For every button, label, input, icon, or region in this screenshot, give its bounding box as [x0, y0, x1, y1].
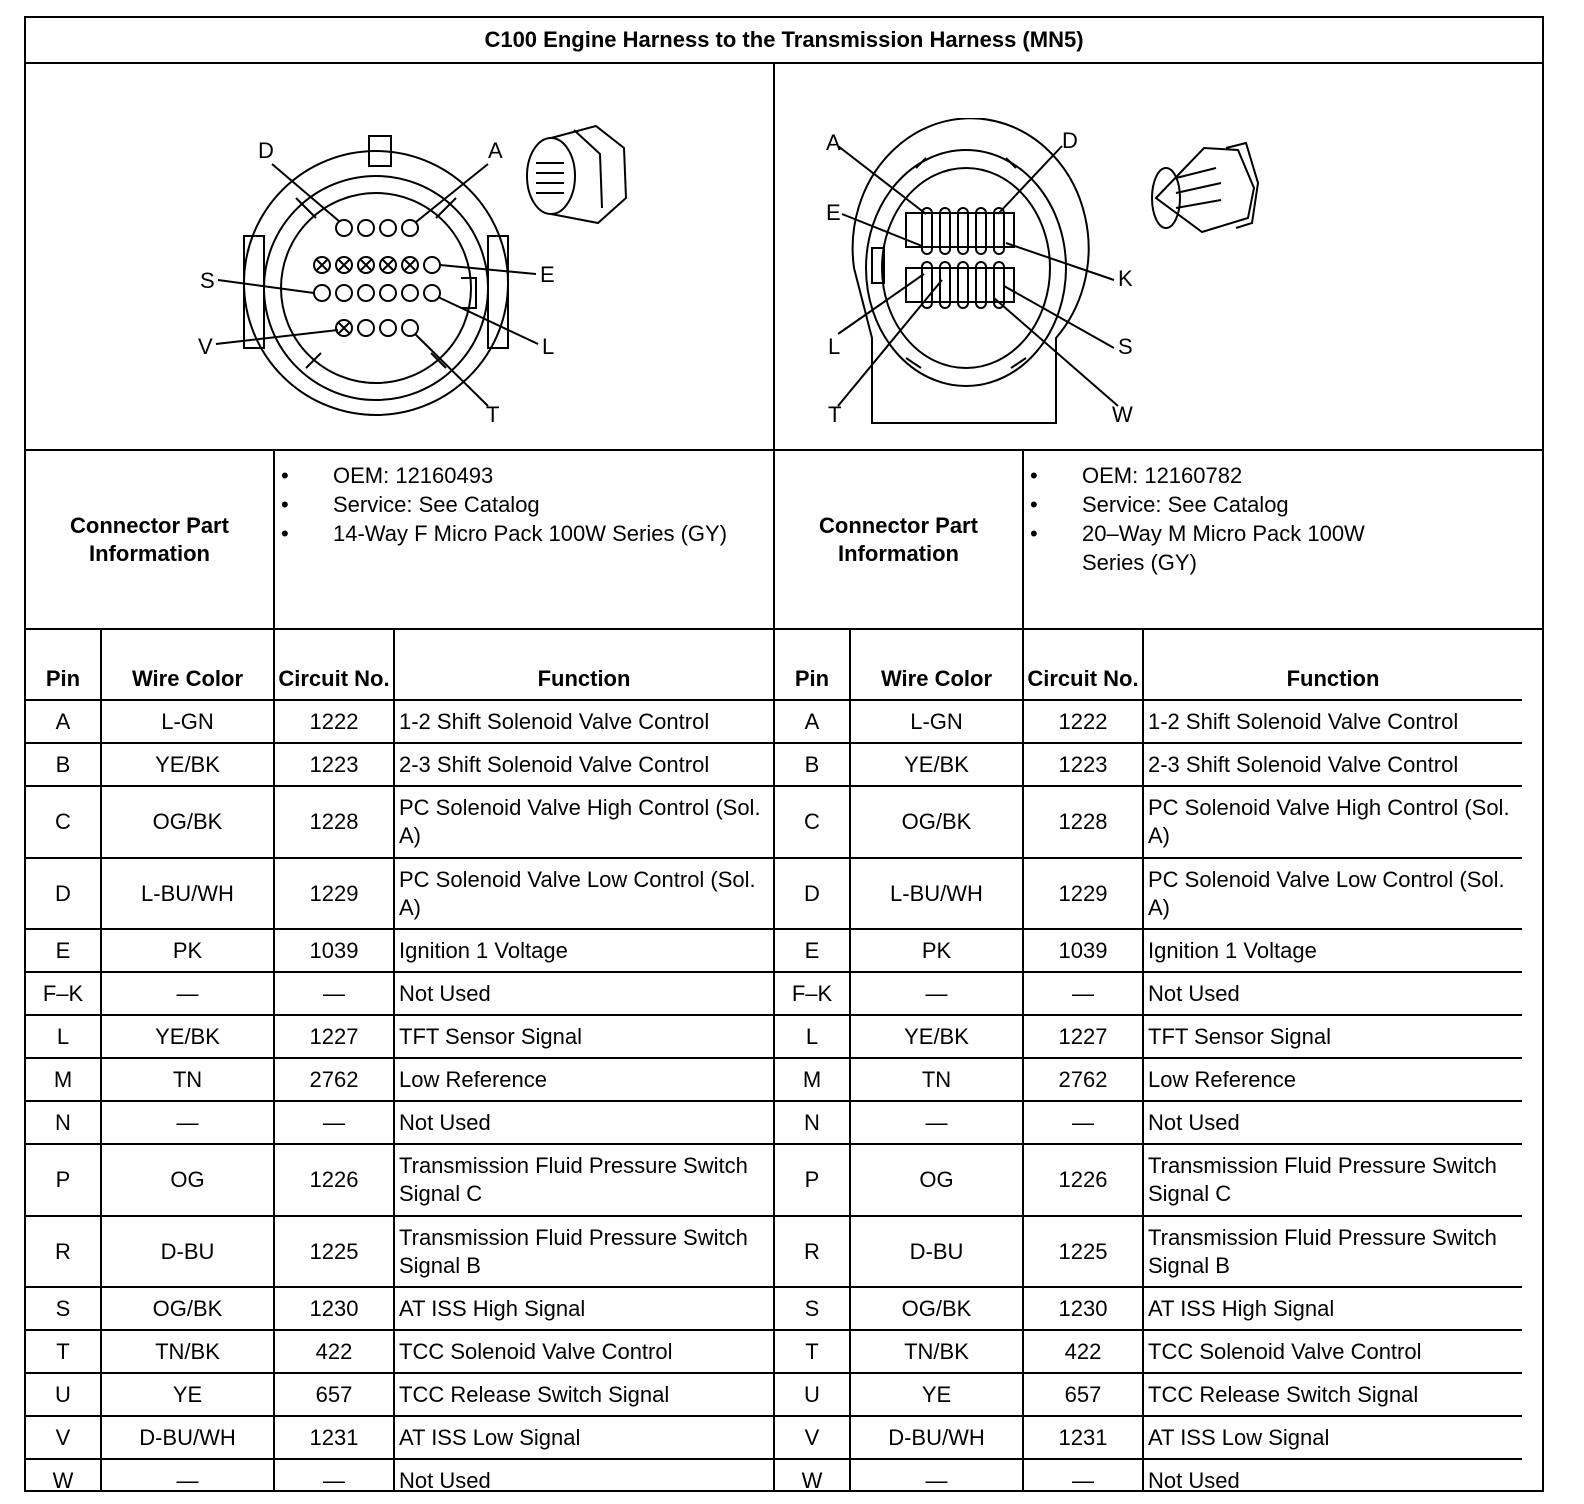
connector-info-item: • 20–Way M Micro Pack 100W Series (GY): [1024, 519, 1404, 577]
circuit-cell: 1229: [309, 880, 359, 906]
wire-color-cell: TN/BK: [904, 1338, 969, 1364]
pin-cell: T: [805, 1338, 819, 1364]
pin-label-right-d: D: [1062, 128, 1078, 153]
wire-color-cell: OG/BK: [901, 1295, 972, 1321]
wire-color-cell: YE: [172, 1381, 203, 1407]
connector-info-item: • Service: See Catalog: [1024, 490, 1404, 519]
pin-cell: S: [55, 1295, 71, 1321]
function-cell: PC Solenoid Valve Low Control (Sol. A): [1148, 866, 1505, 920]
wire-color-cell: TN: [921, 1066, 952, 1092]
function-cell: PC Solenoid Valve High Control (Sol. A): [1148, 795, 1510, 848]
wire-color-cell: OG: [170, 1167, 205, 1192]
circuit-cell: —: [1072, 980, 1094, 1006]
pin-label-right-e: E: [826, 200, 841, 225]
function-cell: TCC Solenoid Valve Control: [1148, 1338, 1422, 1364]
function-cell: TCC Solenoid Valve Control: [399, 1338, 673, 1364]
circuit-cell: —: [323, 1109, 345, 1135]
wire-color-cell: TN/BK: [155, 1338, 220, 1364]
pin-cell: R: [55, 1238, 71, 1264]
function-cell: TFT Sensor Signal: [1148, 1023, 1332, 1049]
circuit-cell: 1223: [1058, 751, 1108, 777]
function-cell: PC Solenoid Valve High Control (Sol. A): [399, 795, 761, 848]
wire-color-cell: YE/BK: [155, 1023, 220, 1049]
function-cell: Transmission Fluid Pressure Switch Signal B: [399, 1224, 748, 1278]
connector-part-info-list: [275, 461, 771, 548]
pin-cell: N: [804, 1109, 820, 1135]
function-cell: Ignition 1 Voltage: [1148, 937, 1317, 963]
function-cell: Not Used: [1148, 1109, 1240, 1135]
circuit-cell: 422: [315, 1338, 353, 1364]
wire-color-cell: D-BU/WH: [139, 1424, 236, 1450]
circuit-cell: 1231: [1058, 1424, 1108, 1450]
wire-color-cell: —: [925, 1109, 948, 1135]
circuit-cell: —: [1072, 1109, 1094, 1135]
pin-label-left-t: T: [486, 402, 500, 427]
function-cell: Transmission Fluid Pressure Switch Signal B: [1148, 1224, 1497, 1278]
circuit-cell: 1231: [309, 1424, 359, 1450]
circuit-cell: —: [1072, 1467, 1094, 1493]
wire-color-cell: D-BU: [160, 1238, 215, 1264]
function-cell: Transmission Fluid Pressure Switch Signal C: [399, 1153, 748, 1206]
function-cell: PC Solenoid Valve Low Control (Sol. A): [399, 866, 756, 920]
connector-diagram-left: [176, 118, 696, 448]
divider: [26, 62, 1542, 64]
pin-label-right-l: L: [828, 334, 841, 359]
circuit-cell: 1229: [1058, 880, 1108, 906]
circuit-cell: 657: [1064, 1381, 1102, 1407]
wire-color-cell: D-BU: [909, 1238, 964, 1264]
page-title: C100 Engine Harness to the Transmission Harness (MN5): [484, 27, 1084, 52]
pin-cell: B: [804, 751, 820, 777]
function-cell: AT ISS High Signal: [399, 1295, 586, 1321]
pin-cell: A: [55, 708, 71, 734]
wire-color-cell: L-BU/WH: [141, 880, 234, 906]
wire-color-cell: L-BU/WH: [890, 880, 983, 906]
wire-color-cell: OG/BK: [152, 1295, 223, 1321]
column-header-function: Function: [1286, 666, 1380, 691]
pin-cell: M: [802, 1066, 822, 1092]
pin-cell: C: [804, 809, 820, 834]
column-header-pin: Pin: [794, 666, 830, 691]
wire-color-cell: YE/BK: [155, 751, 220, 777]
function-cell: 1-2 Shift Solenoid Valve Control: [1148, 708, 1459, 734]
function-cell: TFT Sensor Signal: [399, 1023, 583, 1049]
circuit-cell: 1039: [1058, 937, 1108, 963]
function-cell: Not Used: [1148, 980, 1240, 1006]
pin-cell: F–K: [42, 980, 84, 1006]
wire-color-cell: —: [176, 980, 199, 1006]
pin-cell: C: [55, 809, 71, 834]
pin-label-right-k: K: [1118, 266, 1133, 291]
connector-thumbnail-icon: [1152, 143, 1258, 232]
circuit-cell: 1222: [309, 708, 359, 734]
pin-label-right-w: W: [1112, 402, 1133, 427]
pin-label-right-a: A: [826, 130, 841, 155]
pin-cell: E: [804, 937, 820, 963]
wire-color-cell: —: [925, 1467, 948, 1493]
wire-color-cell: —: [176, 1109, 199, 1135]
pin-label-left-d: D: [258, 138, 274, 163]
connector-part-info-label: Connector Part Information: [819, 512, 978, 566]
circuit-cell: 1230: [309, 1295, 359, 1321]
pin-cell: S: [804, 1295, 820, 1321]
connector-info-item: • OEM: 12160493: [275, 461, 771, 490]
pin-cell: P: [55, 1167, 71, 1192]
circuit-cell: 1223: [309, 751, 359, 777]
pin-cell: W: [801, 1467, 823, 1493]
connector-part-info-label: Connector Part Information: [70, 512, 229, 566]
circuit-cell: 1228: [1058, 809, 1108, 834]
pin-label-left-s: S: [200, 268, 215, 293]
circuit-cell: 1230: [1058, 1295, 1108, 1321]
pin-label-left-l: L: [542, 334, 555, 359]
function-cell: 1-2 Shift Solenoid Valve Control: [399, 708, 710, 734]
circuit-cell: 1225: [1058, 1238, 1108, 1264]
circuit-cell: 1226: [1058, 1167, 1108, 1192]
circuit-cell: 1226: [309, 1167, 359, 1192]
column-header-circuit: Circuit No.: [1027, 666, 1139, 691]
function-cell: Transmission Fluid Pressure Switch Signal C: [1148, 1153, 1497, 1206]
circuit-cell: 1225: [309, 1238, 359, 1264]
pin-cell: A: [804, 708, 820, 734]
pin-cell: M: [53, 1066, 73, 1092]
connector-diagram-right: [806, 118, 1286, 448]
pin-cell: D: [55, 880, 71, 906]
wire-color-cell: L-GN: [910, 708, 963, 734]
wire-color-cell: PK: [172, 937, 203, 963]
circuit-cell: —: [323, 1467, 345, 1493]
connector-info-item: • 14-Way F Micro Pack 100W Series (GY): [275, 519, 771, 548]
function-cell: 2-3 Shift Solenoid Valve Control: [1148, 751, 1459, 777]
circuit-cell: 2762: [1058, 1066, 1108, 1092]
wire-color-cell: D-BU/WH: [888, 1424, 985, 1450]
function-cell: Low Reference: [1148, 1066, 1296, 1092]
circuit-cell: 657: [315, 1381, 353, 1407]
wire-color-cell: YE: [921, 1381, 952, 1407]
connector-thumbnail-icon: [527, 126, 626, 223]
function-cell: Not Used: [399, 1109, 491, 1135]
pinout-sheet: [24, 16, 1544, 1492]
connector-part-info-list: [1024, 461, 1404, 577]
pin-cell: L: [56, 1023, 70, 1049]
circuit-cell: —: [323, 980, 345, 1006]
pin-cell: E: [55, 937, 71, 963]
wire-color-cell: L-GN: [161, 708, 214, 734]
circuit-cell: 2762: [309, 1066, 359, 1092]
wire-color-cell: OG/BK: [152, 809, 223, 834]
pin-cell: R: [804, 1238, 820, 1264]
pin-cell: U: [804, 1381, 820, 1407]
connector-info-item: • Service: See Catalog: [275, 490, 771, 519]
pin-label-right-t: T: [828, 402, 842, 427]
wire-color-cell: OG/BK: [901, 809, 972, 834]
function-cell: Not Used: [399, 1467, 491, 1493]
column-header-circuit: Circuit No.: [278, 666, 390, 691]
pin-cell: W: [52, 1467, 74, 1493]
pin-cell: U: [55, 1381, 71, 1407]
function-cell: AT ISS Low Signal: [399, 1424, 581, 1450]
pin-cell: T: [56, 1338, 70, 1364]
wire-color-cell: —: [925, 980, 948, 1006]
column-header-wire: Wire Color: [131, 666, 244, 691]
function-cell: Not Used: [1148, 1467, 1240, 1493]
pin-cell: V: [804, 1424, 820, 1450]
wire-color-cell: PK: [921, 937, 952, 963]
circuit-cell: 422: [1064, 1338, 1102, 1364]
pin-cell: D: [804, 880, 820, 906]
pin-label-left-a: A: [488, 138, 503, 163]
circuit-cell: 1039: [309, 937, 359, 963]
function-cell: TCC Release Switch Signal: [399, 1381, 670, 1407]
column-header-wire: Wire Color: [880, 666, 993, 691]
pin-label-left-e: E: [540, 262, 555, 287]
wire-color-cell: YE/BK: [904, 1023, 969, 1049]
pin-cell: B: [55, 751, 71, 777]
function-cell: 2-3 Shift Solenoid Valve Control: [399, 751, 710, 777]
pin-cell: F–K: [791, 980, 833, 1006]
pin-label-right-s: S: [1118, 334, 1133, 359]
function-cell: AT ISS High Signal: [1148, 1295, 1335, 1321]
function-cell: Low Reference: [399, 1066, 547, 1092]
pin-cell: N: [55, 1109, 71, 1135]
pin-label-left-v: V: [198, 334, 213, 359]
circuit-cell: 1227: [1058, 1023, 1108, 1049]
wire-color-cell: —: [176, 1467, 199, 1493]
function-cell: AT ISS Low Signal: [1148, 1424, 1330, 1450]
pin-cell: V: [55, 1424, 71, 1450]
pin-cell: L: [805, 1023, 819, 1049]
connector-info-item: • OEM: 12160782: [1024, 461, 1404, 490]
column-header-pin: Pin: [45, 666, 81, 691]
wire-color-cell: TN: [172, 1066, 203, 1092]
column-header-function: Function: [537, 666, 631, 691]
function-cell: Ignition 1 Voltage: [399, 937, 568, 963]
circuit-cell: 1228: [309, 809, 359, 834]
function-cell: TCC Release Switch Signal: [1148, 1381, 1419, 1407]
circuit-cell: 1227: [309, 1023, 359, 1049]
wire-color-cell: YE/BK: [904, 751, 969, 777]
function-cell: Not Used: [399, 980, 491, 1006]
wire-color-cell: OG: [919, 1167, 954, 1192]
circuit-cell: 1222: [1058, 708, 1108, 734]
pin-cell: P: [804, 1167, 820, 1192]
